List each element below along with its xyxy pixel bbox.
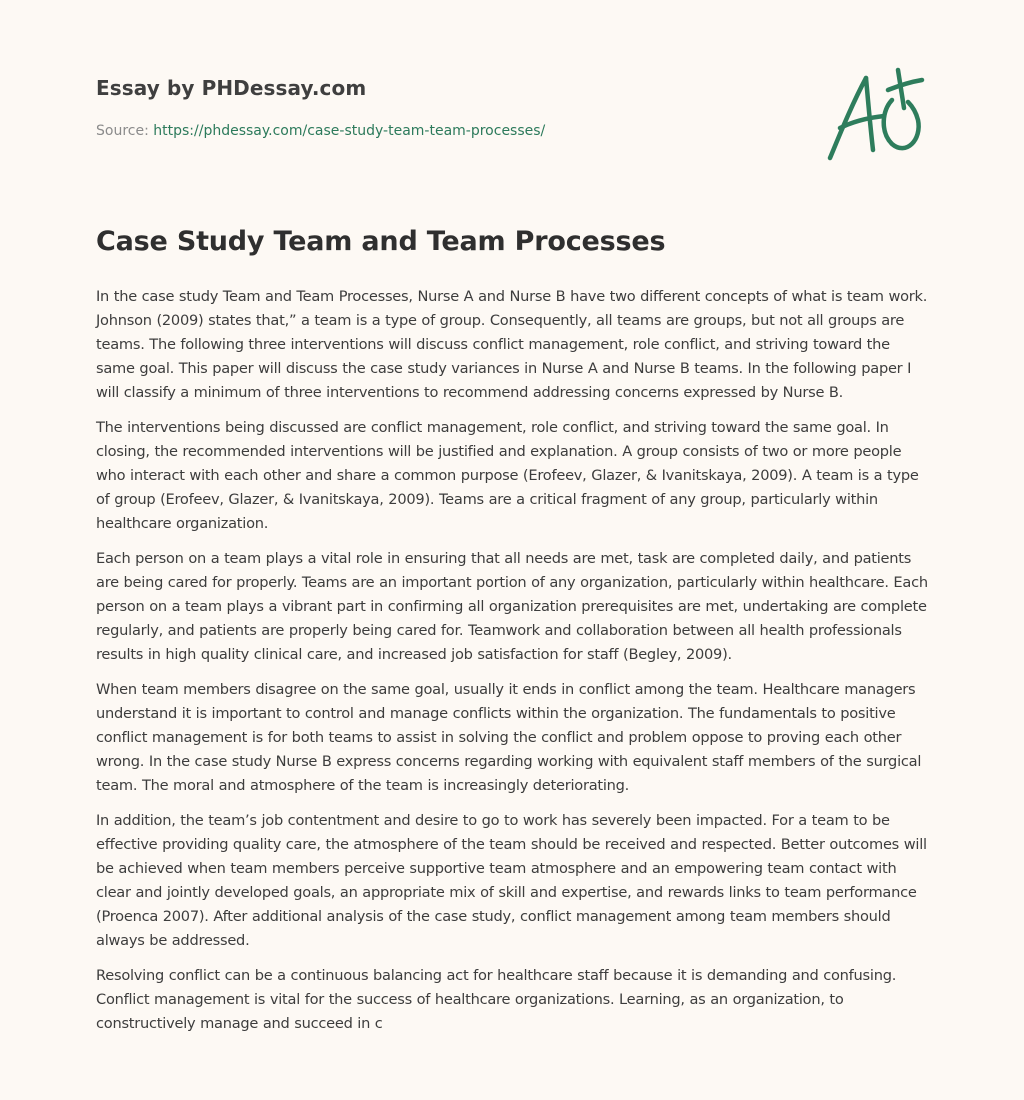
essay-paragraph: When team members disagree on the same goal, usually it ends in conflict among the team. Healthcare managers understand it is important to control and manage conflicts within the organization. The fundamentals to positive conflict management is for both teams to assist in solving the conflict and problem oppose to proving each other wrong. In the case study Nurse B express concerns regarding working with equivalent staff members of the surgical team. The moral and atmosphere of the team is increasingly deteriorating.	[96, 681, 922, 794]
source-link[interactable]: https://phdessay.com/case-study-team-team-processes/	[153, 123, 546, 139]
essay-paragraph: In the case study Team and Team Processes, Nurse A and Nurse B have two different concepts of what is team work. Johnson (2009) states that,” a team is a type of group. Consequently, all teams are groups, but not all groups are teams. The following three interventions will discuss conflict management, role conflict, and striving toward the same goal. This paper will discuss the case study variances in Nurse A and Nurse B teams. In the following paper I will classify a minimum of three interventions to recommend addressing concerns expressed by Nurse B.	[96, 288, 928, 401]
essay-paragraph: The interventions being discussed are conflict management, role conflict, and striving toward the same goal. In closing, the recommended interventions will be justified and explanation. A group consists of two or more people who interact with each other and share a common purpose (Erofeev, Glazer, & Ivanitskaya, 2009). A team is a type of group (Erofeev, Glazer, & Ivanitskaya, 2009). Teams are a critical fragment of any group, particularly within healthcare organization.	[96, 419, 919, 532]
essay-paragraph: Resolving conflict can be a continuous balancing act for healthcare staff because it is demanding and confusing. Conflict management is vital for the success of healthcare organizations. Learning, as an organization, to constructively manage and succeed in c	[96, 967, 897, 1032]
source-line	[96, 123, 545, 139]
essay-paragraph: Each person on a team plays a vital role in ensuring that all needs are met, task are completed daily, and patients are being cared for properly. Teams are an important portion of any organization, particularly within healthcare. Each person on a team plays a vibrant part in confirming all organization prerequisites are met, undertaking are complete regularly, and patients are properly being cared for. Teamwork and collaboration between all health professionals results in high quality clinical care, and increased job satisfaction for staff (Begley, 2009).	[96, 550, 928, 663]
source-label: Source:	[96, 123, 149, 139]
essay-body	[96, 285, 932, 1047]
site-title: Essay by PHDessay.com	[96, 76, 367, 100]
essay-paragraph: In addition, the team’s job contentment and desire to go to work has severely been impacted. For a team to be effective providing quality care, the atmosphere of the team should be received and respected. Better outcomes will be achieved when team members perceive supportive team atmosphere and an empowering team contact with clear and jointly developed goals, an appropriate mix of skill and expertise, and rewards links to team performance (Proenca 2007). After additional analysis of the case study, conflict management among team members should always be addressed.	[96, 812, 927, 949]
essay-title: Case Study Team and Team Processes	[96, 226, 666, 257]
a-plus-grade-icon	[818, 66, 928, 166]
